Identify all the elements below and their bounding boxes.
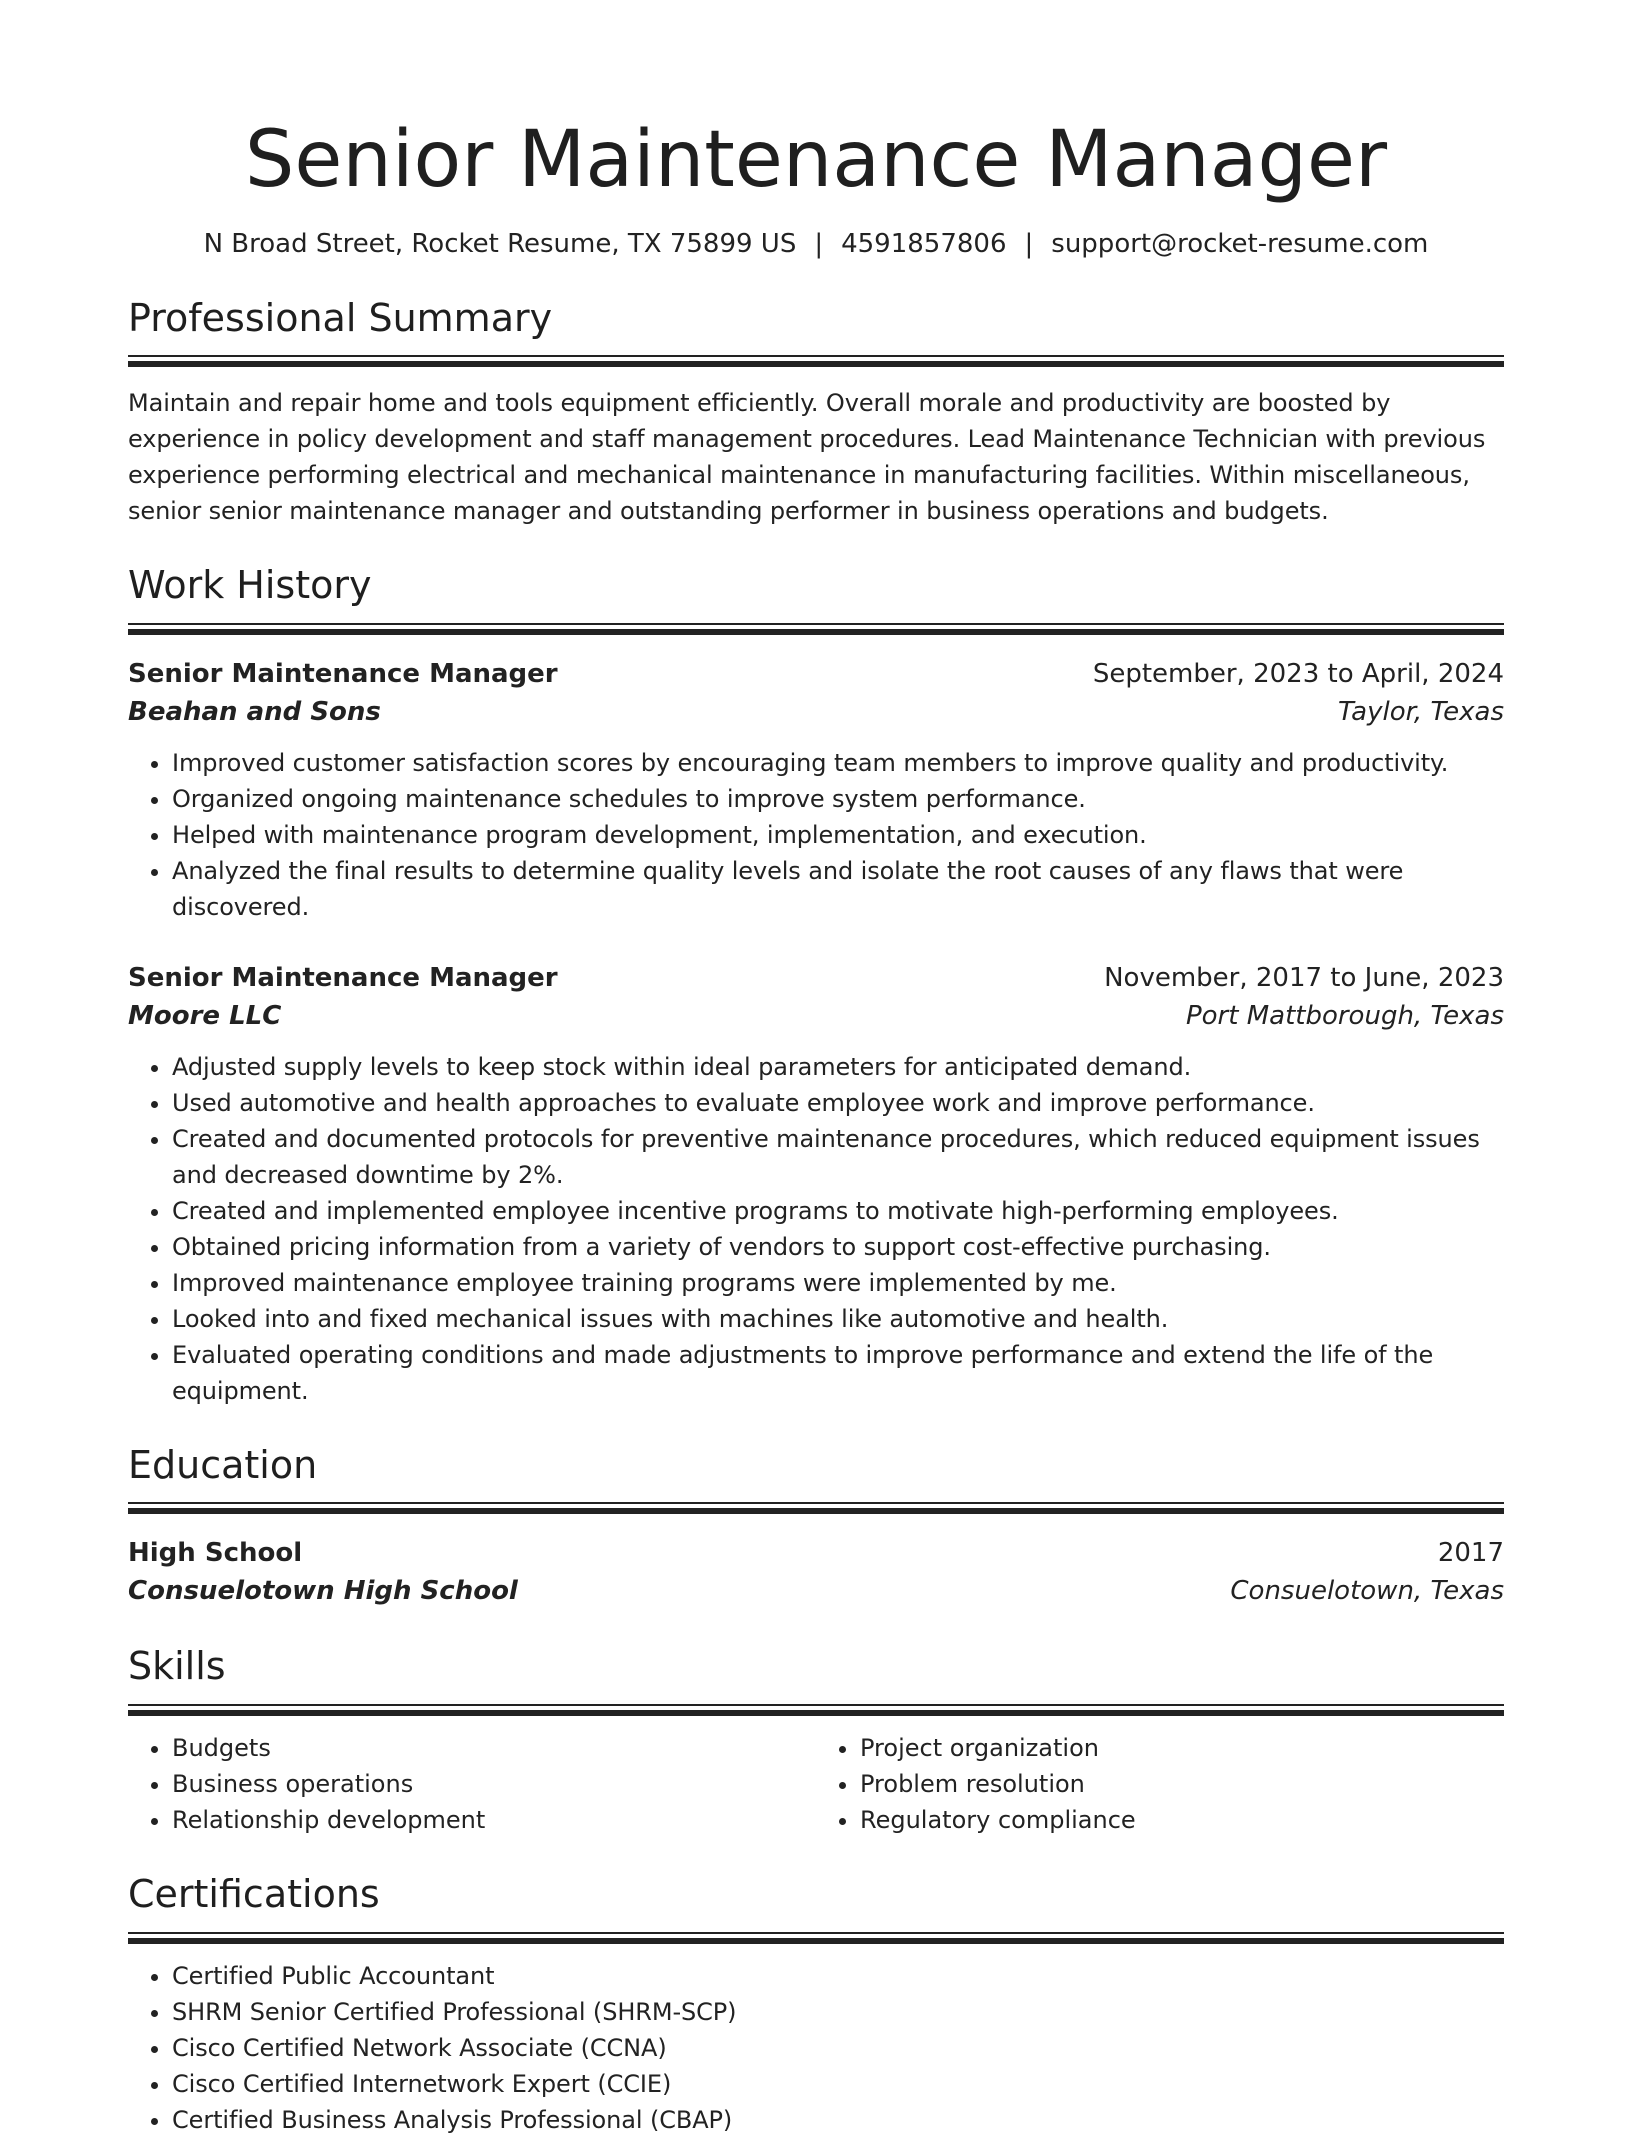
job-bullets bbox=[128, 745, 1504, 925]
list-item: • Used automotive and health approaches to evaluate employee work and improve performance. bbox=[172, 1085, 1504, 1121]
list-item: • Helped with maintenance program development, implementation, and execution. bbox=[172, 817, 1504, 853]
section-divider bbox=[128, 1932, 1504, 1944]
job-dates: November, 2017 to June, 2023 bbox=[1104, 962, 1504, 993]
contact-separator: | bbox=[1024, 228, 1034, 259]
list-item: • Cisco Certified Network Associate (CCNA) bbox=[172, 2030, 1504, 2066]
job-role: Senior Maintenance Manager bbox=[128, 658, 558, 689]
list-item: • Problem resolution bbox=[860, 1766, 1504, 1802]
section-title: Skills bbox=[128, 1644, 226, 1689]
certifications-list bbox=[128, 1958, 1504, 2138]
job-company: Beahan and Sons bbox=[128, 696, 381, 727]
section-divider bbox=[128, 355, 1504, 367]
list-item: • Regulatory compliance bbox=[860, 1802, 1504, 1838]
section-title: Professional Summary bbox=[128, 295, 553, 340]
contact-phone: 4591857806 bbox=[841, 228, 1007, 259]
summary-section bbox=[128, 296, 1504, 530]
list-item: • SHRM Senior Certified Professional (SHRM-SCP) bbox=[172, 1994, 1504, 2030]
skills-section bbox=[128, 1644, 1504, 1838]
job-entry bbox=[128, 959, 1504, 1409]
list-item: • Budgets bbox=[172, 1730, 816, 1766]
list-item: • Business operations bbox=[172, 1766, 816, 1802]
contact-address: N Broad Street, Rocket Resume, TX 75899 US bbox=[203, 228, 797, 259]
summary-text: Maintain and repair home and tools equipment efficiently. Overall morale and productivity are boosted by experience in policy development and staff management procedures. Lead Maintenance Technician with previous experience performing electrical and mechanical maintenance in manufacturing facilities. Within miscellaneous, senior senior maintenance manager and outstanding performer in business operations and budgets. bbox=[128, 389, 1486, 526]
job-dates: September, 2023 to April, 2024 bbox=[1092, 658, 1504, 689]
job-bullets bbox=[128, 1049, 1504, 1409]
list-item: • Analyzed the final results to determine quality levels and isolate the root causes of any flaws that were discovered. bbox=[172, 853, 1504, 925]
section-title: Work History bbox=[128, 563, 372, 608]
education-school: Consuelotown High School bbox=[128, 1576, 518, 1607]
list-item: • Certified Business Analysis Professional (CBAP) bbox=[172, 2102, 1504, 2138]
job-company: Moore LLC bbox=[128, 1000, 282, 1031]
education-entry bbox=[128, 1534, 1504, 1610]
certifications-section bbox=[128, 1872, 1504, 2138]
list-item: • Project organization bbox=[860, 1730, 1504, 1766]
section-title: Certifications bbox=[128, 1871, 380, 1916]
list-item: • Improved maintenance employee training programs were implemented by me. bbox=[172, 1265, 1504, 1301]
list-item: • Obtained pricing information from a variety of vendors to support cost-effective purchasing. bbox=[172, 1229, 1504, 1265]
list-item: • Evaluated operating conditions and made adjustments to improve performance and extend the life of the equipment. bbox=[172, 1337, 1504, 1409]
contact-line bbox=[128, 228, 1504, 262]
resume-name: Senior Maintenance Manager bbox=[244, 115, 1388, 205]
contact-separator: | bbox=[814, 228, 824, 259]
list-item: • Certified Public Accountant bbox=[172, 1958, 1504, 1994]
list-item: • Improved customer satisfaction scores by encouraging team members to improve quality and productivity. bbox=[172, 745, 1504, 781]
job-location: Port Mattborough, Texas bbox=[1185, 1000, 1504, 1031]
job-location: Taylor, Texas bbox=[1338, 696, 1504, 727]
contact-email: support@rocket-resume.com bbox=[1051, 228, 1429, 259]
list-item: • Created and documented protocols for preventive maintenance procedures, which reduced equipment issues and decreased downtime by 2%. bbox=[172, 1121, 1504, 1193]
skills-list-left bbox=[128, 1730, 816, 1838]
skills-list-right bbox=[816, 1730, 1504, 1838]
job-role: Senior Maintenance Manager bbox=[128, 962, 558, 993]
section-title: Education bbox=[128, 1442, 318, 1487]
work-history-section bbox=[128, 563, 1504, 1409]
section-divider bbox=[128, 1704, 1504, 1716]
education-section bbox=[128, 1443, 1504, 1611]
skills-columns bbox=[128, 1730, 1504, 1838]
section-divider bbox=[128, 623, 1504, 635]
education-year: 2017 bbox=[1437, 1538, 1504, 1569]
section-divider bbox=[128, 1502, 1504, 1514]
list-item: • Created and implemented employee incentive programs to motivate high-performing employees. bbox=[172, 1193, 1504, 1229]
list-item: • Organized ongoing maintenance schedules to improve system performance. bbox=[172, 781, 1504, 817]
job-entry bbox=[128, 655, 1504, 925]
education-location: Consuelotown, Texas bbox=[1230, 1576, 1504, 1607]
list-item: • Cisco Certified Internetwork Expert (CCIE) bbox=[172, 2066, 1504, 2102]
list-item: • Adjusted supply levels to keep stock within ideal parameters for anticipated demand. bbox=[172, 1049, 1504, 1085]
education-degree: High School bbox=[128, 1538, 303, 1569]
list-item: • Looked into and fixed mechanical issues with machines like automotive and health. bbox=[172, 1301, 1504, 1337]
list-item: • Relationship development bbox=[172, 1802, 816, 1838]
